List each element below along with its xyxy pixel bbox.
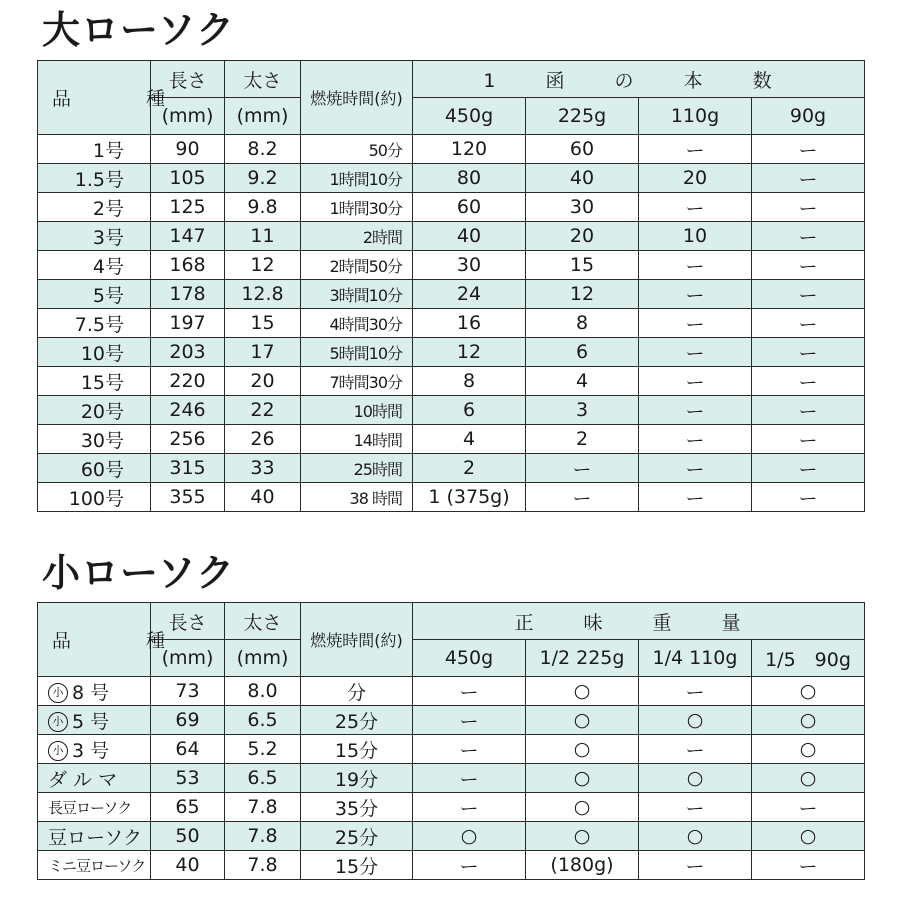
table-row: [38, 822, 865, 851]
cell-burn-time: 15分: [301, 735, 413, 764]
cell-length: 355: [151, 483, 225, 512]
header-weight: 90g: [752, 98, 865, 135]
cell-name: [38, 735, 151, 764]
cell-weight-90g: ○: [752, 706, 865, 735]
cell-count-90g: ー: [752, 280, 865, 309]
cell-name: [38, 851, 151, 880]
cell-count-225g: 3: [526, 396, 639, 425]
cell-name: [38, 706, 151, 735]
cell-name-text: 5 号: [72, 710, 110, 733]
cell-weight-225g: ○: [526, 706, 639, 735]
cell-weight-225g: ○: [526, 677, 639, 706]
header-thickness: 太さ: [225, 603, 301, 640]
cell-name-text: 3 号: [72, 739, 110, 762]
cell-length: 203: [151, 338, 225, 367]
header-length-unit: (mm): [151, 98, 225, 135]
cell-count-225g: 30: [526, 193, 639, 222]
cell-count-450g: 16: [413, 309, 526, 338]
cell-thickness: 33: [225, 454, 301, 483]
header-name: 品 種: [38, 61, 151, 135]
cell-burn-time: 15分: [301, 851, 413, 880]
cell-count-90g: ー: [752, 193, 865, 222]
cell-thickness: 8.2: [225, 135, 301, 164]
cell-count-450g: 8: [413, 367, 526, 396]
cell-name: [38, 764, 151, 793]
cell-burn-time: 5時間10分: [301, 338, 413, 367]
table-row: [38, 454, 865, 483]
cell-thickness: 6.5: [225, 706, 301, 735]
cell-burn-time: 50分: [301, 135, 413, 164]
table-row: [38, 677, 865, 706]
cell-weight-450g: ○: [413, 822, 526, 851]
cell-count-110g: ー: [639, 135, 752, 164]
cell-name: 7.5号: [38, 309, 151, 338]
small-mark-icon: 小: [48, 683, 68, 703]
cell-weight-110g: ○: [639, 822, 752, 851]
header-length: 長さ: [151, 61, 225, 98]
cell-name: 10号: [38, 338, 151, 367]
cell-burn-time: 35分: [301, 793, 413, 822]
cell-count-450g: 30: [413, 251, 526, 280]
cell-thickness: 12: [225, 251, 301, 280]
header-weight: 1/5 90g: [752, 640, 865, 677]
cell-length: 168: [151, 251, 225, 280]
cell-count-450g: 2: [413, 454, 526, 483]
cell-length: 178: [151, 280, 225, 309]
cell-thickness: 20: [225, 367, 301, 396]
small-candle-title: 小ローソク: [42, 551, 236, 595]
cell-weight-225g: ○: [526, 735, 639, 764]
cell-burn-time: 2時間: [301, 222, 413, 251]
cell-thickness: 7.8: [225, 793, 301, 822]
cell-length: 125: [151, 193, 225, 222]
header-count-group: 1 函 の 本 数: [413, 61, 865, 98]
cell-weight-90g: ー: [752, 851, 865, 880]
cell-name: 20号: [38, 396, 151, 425]
cell-burn-time: 25分: [301, 822, 413, 851]
cell-weight-90g: ○: [752, 735, 865, 764]
cell-thickness: 15: [225, 309, 301, 338]
cell-thickness: 22: [225, 396, 301, 425]
cell-thickness: 5.2: [225, 735, 301, 764]
cell-length: 40: [151, 851, 225, 880]
table-row: [38, 251, 865, 280]
cell-count-110g: 20: [639, 164, 752, 193]
cell-count-225g: 60: [526, 135, 639, 164]
cell-weight-110g: ー: [639, 677, 752, 706]
cell-name: 30号: [38, 425, 151, 454]
table-row: [38, 764, 865, 793]
cell-count-225g: 20: [526, 222, 639, 251]
cell-count-225g: ー: [526, 454, 639, 483]
cell-weight-110g: ー: [639, 851, 752, 880]
cell-count-450g: 120: [413, 135, 526, 164]
cell-burn-time: 1時間10分: [301, 164, 413, 193]
cell-name: 1.5号: [38, 164, 151, 193]
header-weight: 1/2 225g: [526, 640, 639, 677]
cell-burn-time: 38 時間: [301, 483, 413, 512]
table-row: [38, 193, 865, 222]
cell-count-450g: 12: [413, 338, 526, 367]
cell-length: 50: [151, 822, 225, 851]
small-mark-icon: 小: [48, 712, 68, 732]
cell-count-225g: 15: [526, 251, 639, 280]
header-weight: 450g: [413, 98, 526, 135]
cell-length: 147: [151, 222, 225, 251]
cell-count-110g: ー: [639, 454, 752, 483]
cell-weight-110g: ー: [639, 735, 752, 764]
cell-count-110g: ー: [639, 309, 752, 338]
cell-burn-time: 25時間: [301, 454, 413, 483]
cell-weight-450g: ー: [413, 677, 526, 706]
cell-count-225g: 8: [526, 309, 639, 338]
cell-count-225g: 6: [526, 338, 639, 367]
table-row: [38, 735, 865, 764]
cell-name: 1号: [38, 135, 151, 164]
cell-burn-time: 1時間30分: [301, 193, 413, 222]
cell-weight-90g: ー: [752, 793, 865, 822]
cell-weight-225g: (180g): [526, 851, 639, 880]
table-row: [38, 367, 865, 396]
cell-count-225g: 2: [526, 425, 639, 454]
header-weight: 1/4 110g: [639, 640, 752, 677]
cell-name: 15号: [38, 367, 151, 396]
cell-length: 220: [151, 367, 225, 396]
cell-burn-time: 3時間10分: [301, 280, 413, 309]
cell-thickness: 9.2: [225, 164, 301, 193]
cell-count-110g: ー: [639, 338, 752, 367]
cell-weight-225g: ○: [526, 764, 639, 793]
cell-weight-450g: ー: [413, 851, 526, 880]
cell-count-450g: 24: [413, 280, 526, 309]
header-thickness-unit: (mm): [225, 640, 301, 677]
cell-count-90g: ー: [752, 425, 865, 454]
cell-count-225g: 12: [526, 280, 639, 309]
table-row: [38, 396, 865, 425]
cell-count-90g: ー: [752, 396, 865, 425]
small-mark-icon: 小: [48, 741, 68, 761]
cell-length: 73: [151, 677, 225, 706]
cell-count-90g: ー: [752, 164, 865, 193]
cell-weight-450g: ー: [413, 706, 526, 735]
cell-count-450g: 60: [413, 193, 526, 222]
cell-count-90g: ー: [752, 367, 865, 396]
cell-weight-450g: ー: [413, 735, 526, 764]
cell-name: [38, 822, 151, 851]
cell-burn-time: 14時間: [301, 425, 413, 454]
cell-name: 5号: [38, 280, 151, 309]
cell-count-110g: ー: [639, 483, 752, 512]
table-row: [38, 280, 865, 309]
cell-burn-time: 7時間30分: [301, 367, 413, 396]
cell-count-90g: ー: [752, 483, 865, 512]
cell-count-110g: ー: [639, 425, 752, 454]
table-row: [38, 793, 865, 822]
cell-weight-110g: ー: [639, 793, 752, 822]
cell-thickness: 6.5: [225, 764, 301, 793]
table-row: [38, 483, 865, 512]
cell-length: 90: [151, 135, 225, 164]
cell-count-450g: 1 (375g): [413, 483, 526, 512]
small-candle-table: [37, 602, 865, 880]
cell-count-90g: ー: [752, 222, 865, 251]
cell-count-225g: 4: [526, 367, 639, 396]
table-row: [38, 164, 865, 193]
cell-name: 60号: [38, 454, 151, 483]
header-weight: 110g: [639, 98, 752, 135]
header-burn-time: 燃焼時間(約): [301, 603, 413, 677]
cell-name: 100号: [38, 483, 151, 512]
cell-length: 64: [151, 735, 225, 764]
cell-burn-time: 25分: [301, 706, 413, 735]
cell-name-text: ミニ豆ローソク: [48, 857, 146, 875]
header-thickness-unit: (mm): [225, 98, 301, 135]
cell-length: 65: [151, 793, 225, 822]
cell-thickness: 12.8: [225, 280, 301, 309]
cell-name: 2号: [38, 193, 151, 222]
cell-weight-110g: ○: [639, 764, 752, 793]
cell-name-text: 8 号: [72, 681, 110, 704]
cell-burn-time: 2時間50分: [301, 251, 413, 280]
cell-count-110g: ー: [639, 396, 752, 425]
cell-count-110g: ー: [639, 193, 752, 222]
header-name: 品 種: [38, 603, 151, 677]
table-row: [38, 851, 865, 880]
cell-name: 4号: [38, 251, 151, 280]
cell-weight-225g: ○: [526, 793, 639, 822]
cell-count-110g: ー: [639, 280, 752, 309]
cell-thickness: 40: [225, 483, 301, 512]
header-weight: 450g: [413, 640, 526, 677]
cell-name-text: ダ ル マ: [48, 768, 118, 791]
cell-length: 315: [151, 454, 225, 483]
header-burn-time: 燃焼時間(約): [301, 61, 413, 135]
table-row: [38, 222, 865, 251]
cell-length: 69: [151, 706, 225, 735]
table-row: [38, 135, 865, 164]
cell-weight-90g: ○: [752, 822, 865, 851]
table-row: [38, 706, 865, 735]
cell-length: 256: [151, 425, 225, 454]
cell-count-110g: 10: [639, 222, 752, 251]
cell-thickness: 9.8: [225, 193, 301, 222]
cell-thickness: 7.8: [225, 851, 301, 880]
cell-weight-90g: ○: [752, 677, 865, 706]
cell-weight-450g: ー: [413, 793, 526, 822]
cell-thickness: 17: [225, 338, 301, 367]
cell-weight-450g: ー: [413, 764, 526, 793]
cell-count-450g: 6: [413, 396, 526, 425]
cell-name-text: 長豆ローソク: [48, 799, 132, 817]
header-length: 長さ: [151, 603, 225, 640]
cell-count-90g: ー: [752, 251, 865, 280]
cell-count-90g: ー: [752, 454, 865, 483]
cell-count-90g: ー: [752, 338, 865, 367]
cell-thickness: 8.0: [225, 677, 301, 706]
cell-name: [38, 677, 151, 706]
cell-thickness: 7.8: [225, 822, 301, 851]
table-row: [38, 309, 865, 338]
cell-count-110g: ー: [639, 367, 752, 396]
cell-thickness: 26: [225, 425, 301, 454]
cell-burn-time: 分: [301, 677, 413, 706]
table-row: [38, 338, 865, 367]
cell-count-90g: ー: [752, 309, 865, 338]
cell-burn-time: 10時間: [301, 396, 413, 425]
cell-count-225g: 40: [526, 164, 639, 193]
cell-name-text: 豆ローソク: [48, 826, 143, 849]
table-row: [38, 425, 865, 454]
cell-count-450g: 40: [413, 222, 526, 251]
cell-count-450g: 80: [413, 164, 526, 193]
header-length-unit: (mm): [151, 640, 225, 677]
cell-length: 246: [151, 396, 225, 425]
cell-weight-110g: ○: [639, 706, 752, 735]
header-thickness: 太さ: [225, 61, 301, 98]
large-candle-title: 大ローソク: [42, 8, 236, 52]
cell-count-90g: ー: [752, 135, 865, 164]
large-candle-table: [37, 60, 865, 512]
cell-length: 53: [151, 764, 225, 793]
cell-weight-90g: ○: [752, 764, 865, 793]
cell-burn-time: 4時間30分: [301, 309, 413, 338]
header-weight-group: 正 味 重 量: [413, 603, 865, 640]
cell-weight-225g: ○: [526, 822, 639, 851]
cell-length: 105: [151, 164, 225, 193]
cell-count-450g: 4: [413, 425, 526, 454]
cell-length: 197: [151, 309, 225, 338]
cell-thickness: 11: [225, 222, 301, 251]
cell-count-110g: ー: [639, 251, 752, 280]
cell-name: [38, 793, 151, 822]
cell-name: 3号: [38, 222, 151, 251]
cell-count-225g: ー: [526, 483, 639, 512]
cell-burn-time: 19分: [301, 764, 413, 793]
header-weight: 225g: [526, 98, 639, 135]
